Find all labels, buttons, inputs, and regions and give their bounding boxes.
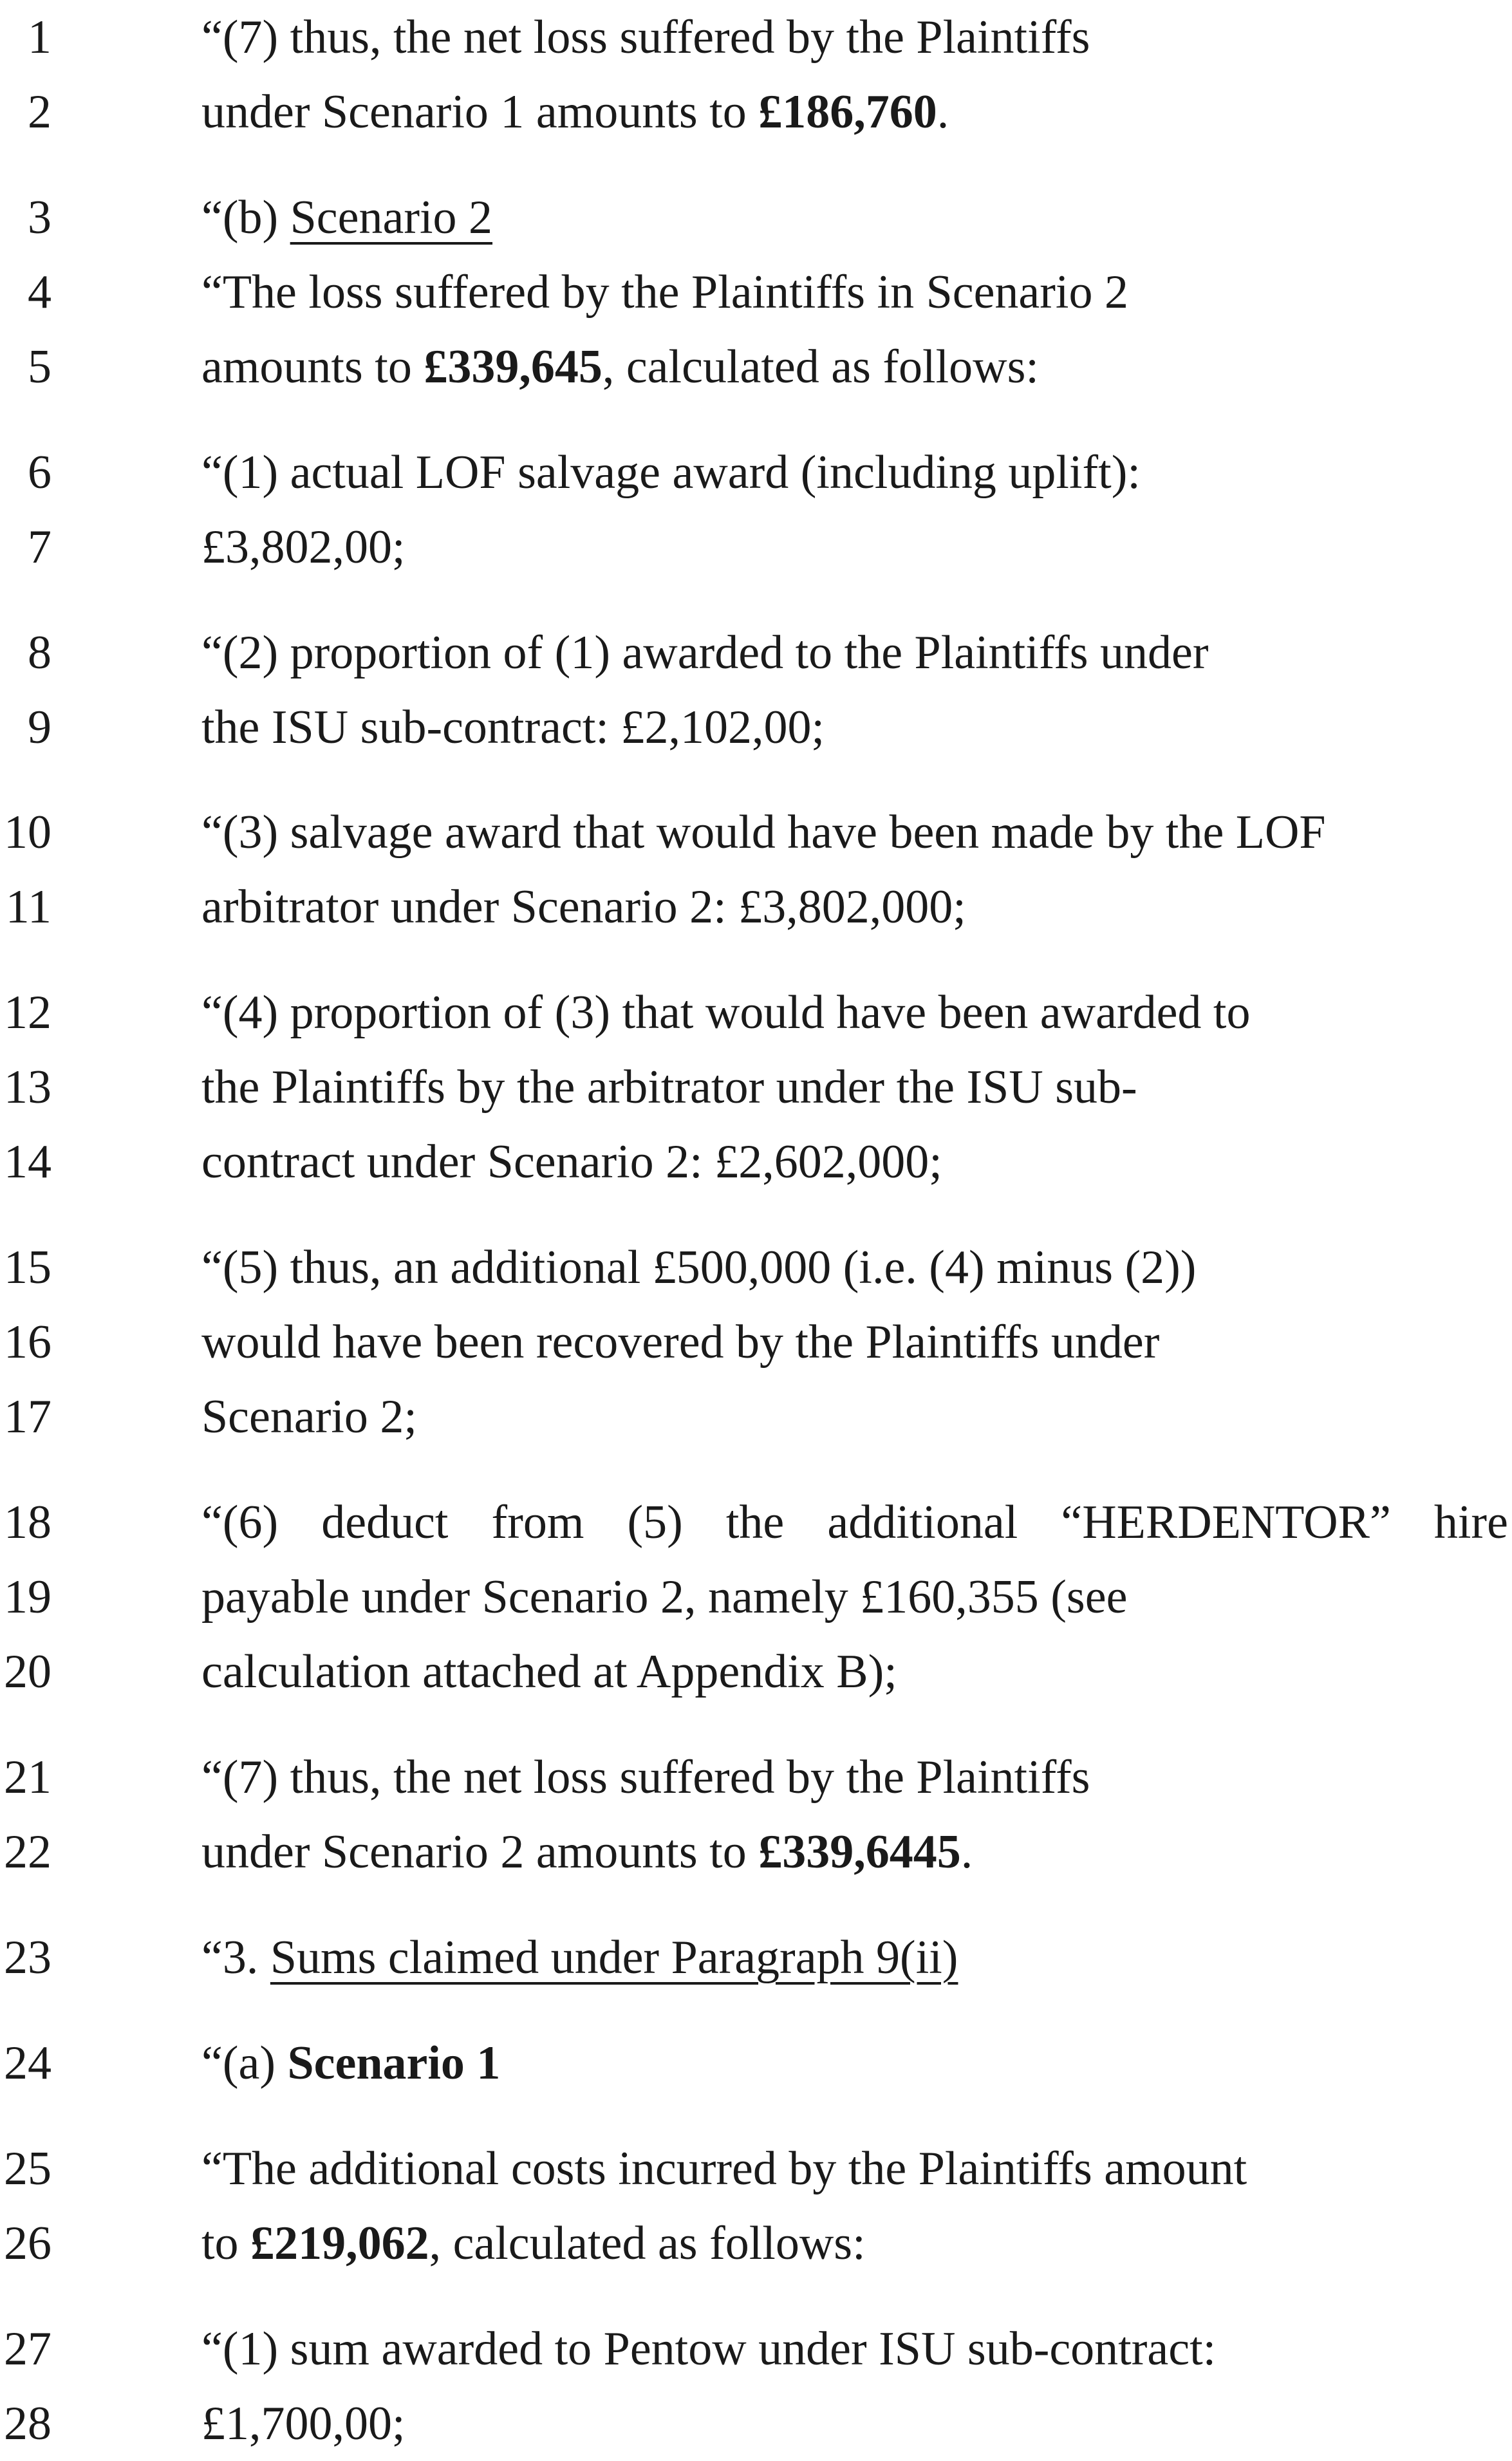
line-number: 21: [4, 1751, 51, 1804]
text-line: [0, 1815, 1512, 1889]
line-text: [201, 255, 1128, 330]
text-run: “(b): [201, 191, 290, 244]
line-text: [201, 1230, 1196, 1305]
text-line: [0, 1125, 1512, 1199]
line-text: [201, 435, 1141, 510]
line-number: 25: [4, 2142, 51, 2195]
line-text: [201, 1815, 973, 1889]
text-run: the ISU sub-contract: £2,102,00;: [201, 701, 825, 754]
text-line: [0, 2131, 1512, 2206]
text-run: , calculated as follows:: [429, 2217, 866, 2270]
line-text: [201, 1634, 897, 1709]
text-run: “(1) sum awarded to Pentow under ISU sub-contract:: [201, 2323, 1217, 2375]
text-run: “(2) proportion of (1) awarded to the Plaintiffs under: [201, 626, 1209, 679]
text-line: [0, 975, 1512, 1050]
text-run: contract under Scenario 2: £2,602,000;: [201, 1136, 942, 1188]
text-run: “(7) thus, the net loss suffered by the Plaintiffs: [201, 1751, 1090, 1804]
text-line: [0, 435, 1512, 510]
text-run: the Plaintiffs by the arbitrator under the ISU sub-: [201, 1061, 1137, 1114]
text-run: Scenario 2;: [201, 1390, 417, 1443]
text-run: “(7) thus, the net loss suffered by the Plaintiffs: [201, 11, 1090, 64]
text-line: [0, 1485, 1512, 1560]
line-number: 2: [28, 86, 51, 138]
text-run: “(4) proportion of (3) that would have been awarded to: [201, 986, 1251, 1039]
line-number: 16: [4, 1316, 51, 1369]
text-line: [0, 870, 1512, 944]
text-run: under Scenario 2 amounts to: [201, 1826, 759, 1878]
text-run: payable under Scenario 2, namely £160,355 (see: [201, 1571, 1128, 1624]
line-text: [201, 795, 1326, 870]
text-line: [0, 2206, 1512, 2281]
line-text: [201, 1920, 958, 1995]
text-line: [0, 255, 1512, 330]
line-number: 14: [4, 1136, 51, 1188]
line-text: [201, 0, 1090, 75]
text-run: amounts to: [201, 341, 424, 393]
line-number: 8: [28, 626, 51, 679]
text-line: [0, 690, 1512, 765]
line-number: 13: [4, 1061, 51, 1114]
line-word: “HERDENTOR”: [1061, 1496, 1391, 1549]
line-number: 7: [28, 521, 51, 574]
text-line: [0, 510, 1512, 585]
line-number: 4: [28, 266, 51, 319]
line-number: 20: [4, 1645, 51, 1698]
text-line: [0, 2026, 1512, 2101]
text-line: [0, 795, 1512, 870]
line-word: deduct: [321, 1496, 449, 1549]
text-run: £1,700,00;: [201, 2397, 406, 2450]
line-text: [201, 1740, 1090, 1815]
line-text: [201, 2312, 1216, 2386]
bold-text: £186,760: [758, 86, 937, 138]
text-line: [0, 1050, 1512, 1125]
line-number: 22: [4, 1826, 51, 1878]
line-text: [201, 180, 492, 255]
text-line: [0, 1305, 1512, 1380]
text-line: [0, 1634, 1512, 1709]
bold-text: £339,6445: [758, 1826, 961, 1878]
text-run: calculation attached at Appendix B);: [201, 1645, 897, 1698]
line-text: [201, 870, 966, 944]
text-line: [0, 330, 1512, 404]
line-text: [201, 1305, 1159, 1380]
line-text: [201, 2131, 1247, 2206]
line-text: [201, 1560, 1127, 1634]
text-run: “The additional costs incurred by the Plaintiffs amount: [201, 2142, 1247, 2195]
text-run: “(5) thus, an additional £500,000 (i.e. (4) minus (2)): [201, 1241, 1197, 1294]
line-number: 17: [4, 1390, 51, 1443]
line-number: 28: [4, 2397, 51, 2450]
text-run: “3.: [201, 1931, 270, 1984]
line-number: 10: [4, 806, 51, 859]
line-number: 1: [28, 11, 51, 64]
text-line: [0, 0, 1512, 75]
text-line: [0, 615, 1512, 690]
line-text: [201, 330, 1039, 404]
line-number: 26: [4, 2217, 51, 2270]
line-text: [201, 2026, 500, 2101]
line-number: 15: [4, 1241, 51, 1294]
line-number: 24: [4, 2037, 51, 2090]
text-run: would have been recovered by the Plaintiffs under: [201, 1316, 1160, 1369]
text-run: , calculated as follows:: [602, 341, 1039, 393]
text-run: to: [201, 2217, 251, 2270]
text-line: [0, 1920, 1512, 1995]
line-text: [201, 1125, 942, 1199]
line-text: [201, 1485, 1508, 1560]
text-line: [0, 1560, 1512, 1634]
line-word: from: [491, 1496, 584, 1549]
bold-text: £339,645: [424, 341, 602, 393]
text-run: “(3) salvage award that would have been made by the LOF: [201, 806, 1326, 859]
line-number: 19: [4, 1571, 51, 1624]
text-line: [0, 2386, 1512, 2461]
line-word: hire: [1433, 1496, 1508, 1549]
bold-text: Scenario 1: [287, 2037, 501, 2090]
line-number: 6: [28, 446, 51, 499]
line-number: 12: [4, 986, 51, 1039]
line-number: 27: [4, 2323, 51, 2375]
line-word: (5): [627, 1496, 683, 1549]
line-number: 9: [28, 701, 51, 754]
line-text: [201, 1380, 417, 1454]
line-number: 5: [28, 341, 51, 393]
line-number: 23: [4, 1931, 51, 1984]
text-run: “(1) actual LOF salvage award (including uplift):: [201, 446, 1141, 499]
text-line: [0, 1740, 1512, 1815]
text-line: [0, 1380, 1512, 1454]
line-text: [201, 2386, 406, 2461]
text-run: “The loss suffered by the Plaintiffs in Scenario 2: [201, 266, 1128, 319]
line-text: [201, 615, 1209, 690]
underlined-heading: Scenario 2: [290, 191, 493, 244]
line-text: [201, 690, 825, 765]
text-run: “(a): [201, 2037, 288, 2090]
text-line: [0, 1230, 1512, 1305]
bold-text: £219,062: [250, 2217, 429, 2270]
text-run: under Scenario 1 amounts to: [201, 86, 759, 138]
line-word: additional: [827, 1496, 1018, 1549]
text-run: £3,802,00;: [201, 521, 406, 574]
line-word: “(6): [201, 1496, 279, 1549]
line-text: [201, 510, 406, 585]
text-run: .: [960, 1826, 973, 1878]
line-text: [201, 1050, 1137, 1125]
line-number: 18: [4, 1496, 51, 1549]
line-text: [201, 75, 949, 149]
line-text: [201, 975, 1250, 1050]
text-line: [0, 2312, 1512, 2386]
text-run: arbitrator under Scenario 2: £3,802,000;: [201, 881, 966, 933]
text-line: [0, 75, 1512, 149]
underlined-heading: Sums claimed under Paragraph 9(ii): [270, 1931, 958, 1984]
line-text: [201, 2206, 866, 2281]
line-number: 3: [28, 191, 51, 244]
text-run: .: [937, 86, 949, 138]
text-line: [0, 180, 1512, 255]
line-number: 11: [5, 881, 51, 933]
line-word: the: [725, 1496, 785, 1549]
